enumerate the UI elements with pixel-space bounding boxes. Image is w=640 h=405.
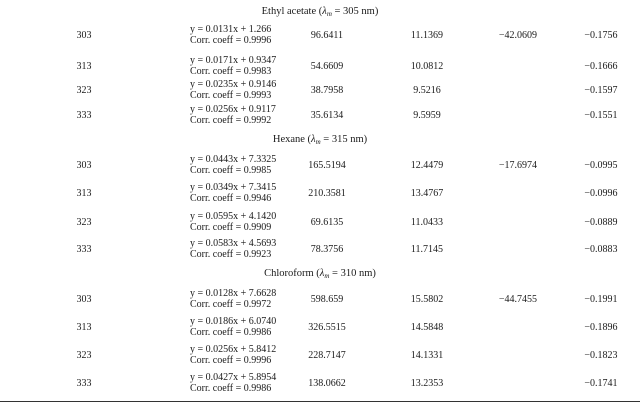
regression-equation: y = 0.0349x + 7.3415	[190, 182, 277, 193]
table-row	[0, 211, 640, 235]
section-heading-solvent: Hexane (	[272, 134, 312, 145]
regression-equation: y = 0.0131x + 1.266	[190, 24, 272, 35]
table-row	[0, 154, 640, 178]
regression-equation-cell	[190, 288, 300, 310]
temperature-cell: 333	[76, 244, 92, 255]
value-cell-b: 13.2353	[410, 378, 444, 389]
table-row	[0, 316, 640, 340]
value-cell-b: 9.5959	[413, 110, 441, 121]
regression-equation-cell	[190, 182, 300, 204]
value-cell-a: 228.7147	[308, 350, 346, 361]
temperature-cell: 303	[76, 30, 92, 41]
regression-equation: y = 0.0256x + 0.9117	[190, 104, 276, 115]
table-row	[0, 24, 640, 48]
value-cell-d: −0.1741	[584, 378, 618, 389]
value-cell-d: −0.0995	[584, 160, 618, 171]
regression-equation: y = 0.0427x + 5.8954	[190, 372, 277, 383]
temperature-cell: 323	[76, 350, 92, 361]
regression-equation: y = 0.0443x + 7.3325	[190, 154, 277, 165]
section-heading-wavelength: = 315 nm)	[320, 134, 368, 145]
section-heading-lambda-sub: m	[326, 10, 332, 18]
value-cell-b: 11.0433	[410, 217, 444, 228]
regression-equation: y = 0.0256x + 5.8412	[190, 344, 277, 355]
table-row	[0, 372, 640, 396]
regression-equation: y = 0.0171x + 0.9347	[190, 55, 277, 66]
table-row	[0, 79, 640, 103]
value-cell-a: 598.659	[310, 294, 344, 305]
value-cell-a: 35.6134	[310, 110, 344, 121]
value-cell-a: 78.3756	[310, 244, 344, 255]
correlation-coefficient: Corr. coeff = 0.9993	[190, 90, 272, 101]
value-cell-a: 69.6135	[310, 217, 344, 228]
table-row	[0, 238, 640, 262]
correlation-coefficient: Corr. coeff = 0.9946	[190, 193, 272, 204]
correlation-coefficient: Corr. coeff = 0.9972	[190, 299, 272, 310]
correlation-coefficient: Corr. coeff = 0.9985	[190, 165, 272, 176]
section-heading-solvent: Ethyl acetate (	[261, 6, 323, 17]
regression-equation: y = 0.0595x + 4.1420	[190, 211, 277, 222]
temperature-cell: 323	[76, 217, 92, 228]
table-row	[0, 344, 640, 368]
regression-equation-cell	[190, 344, 300, 366]
value-cell-a: 326.5515	[308, 322, 346, 333]
regression-equation: y = 0.0128x + 7.6628	[190, 288, 277, 299]
section-heading-wavelength: = 310 nm)	[329, 268, 376, 279]
value-cell-b: 10.0812	[410, 61, 444, 72]
value-cell-a: 54.6609	[310, 61, 344, 72]
temperature-cell: 313	[76, 61, 92, 72]
section-heading-lambda-sub: m	[315, 138, 321, 146]
correlation-coefficient: Corr. coeff = 0.9909	[190, 222, 272, 233]
value-cell-b: 14.1331	[410, 350, 444, 361]
value-cell-b: 15.5802	[410, 294, 444, 305]
regression-equation-cell	[190, 24, 300, 46]
section-heading	[0, 268, 640, 282]
value-cell-b: 12.4479	[410, 160, 444, 171]
regression-equation: y = 0.0583x + 4.5693	[190, 238, 277, 249]
regression-equation: y = 0.0186x + 6.0740	[190, 316, 277, 327]
table-row	[0, 182, 640, 206]
value-cell-a: 96.6411	[310, 30, 344, 41]
value-cell-d: −0.1991	[584, 294, 618, 305]
regression-equation-cell	[190, 104, 300, 126]
regression-equation-cell	[190, 238, 300, 260]
correlation-coefficient: Corr. coeff = 0.9992	[190, 115, 272, 126]
value-cell-b: 11.7145	[410, 244, 444, 255]
temperature-cell: 333	[76, 110, 92, 121]
bottom-rule	[0, 401, 640, 402]
temperature-cell: 303	[76, 160, 92, 171]
value-cell-d: −0.0889	[584, 217, 618, 228]
correlation-coefficient: Corr. coeff = 0.9983	[190, 66, 272, 77]
value-cell-a: 38.7958	[310, 85, 344, 96]
correlation-coefficient: Corr. coeff = 0.9996	[190, 35, 272, 46]
value-cell-d: −0.1597	[584, 85, 618, 96]
value-cell-b: 9.5216	[413, 85, 441, 96]
section-heading-lambda: λ	[322, 6, 327, 17]
regression-equation-cell	[190, 154, 300, 176]
value-cell-d: −0.1896	[584, 322, 618, 333]
section-heading-lambda: λ	[311, 134, 316, 145]
section-heading-lambda-sub: m	[324, 272, 330, 280]
value-cell-d: −0.1756	[584, 30, 618, 41]
correlation-coefficient: Corr. coeff = 0.9986	[190, 383, 272, 394]
table-row	[0, 104, 640, 128]
temperature-cell: 323	[76, 85, 92, 96]
section-heading	[0, 6, 640, 20]
value-cell-c: −44.7455	[498, 294, 538, 305]
value-cell-a: 210.3581	[308, 188, 346, 199]
section-heading-wavelength: = 305 nm)	[331, 6, 379, 17]
section-heading-solvent: Chloroform (	[264, 268, 320, 279]
correlation-coefficient: Corr. coeff = 0.9923	[190, 249, 272, 260]
table-row	[0, 55, 640, 79]
value-cell-d: −0.1666	[584, 61, 618, 72]
section-heading-lambda: λ	[319, 268, 325, 279]
regression-equation-cell	[190, 372, 300, 394]
value-cell-d: −0.1551	[584, 110, 618, 121]
regression-equation-cell	[190, 55, 300, 77]
value-cell-b: 11.1369	[410, 30, 444, 41]
value-cell-a: 138.0662	[308, 378, 346, 389]
correlation-coefficient: Corr. coeff = 0.9986	[190, 327, 272, 338]
value-cell-d: −0.1823	[584, 350, 618, 361]
regression-equation-cell	[190, 316, 300, 338]
regression-equation-cell	[190, 79, 300, 101]
temperature-cell: 313	[76, 188, 92, 199]
value-cell-d: −0.0883	[584, 244, 618, 255]
value-cell-b: 14.5848	[410, 322, 444, 333]
value-cell-c: −17.6974	[498, 160, 538, 171]
temperature-cell: 313	[76, 322, 92, 333]
value-cell-c: −42.0609	[498, 30, 538, 41]
table-row	[0, 288, 640, 312]
correlation-coefficient: Corr. coeff = 0.9996	[190, 355, 272, 366]
section-heading	[0, 134, 640, 148]
temperature-cell: 333	[76, 378, 92, 389]
value-cell-d: −0.0996	[584, 188, 618, 199]
regression-equation-cell	[190, 211, 300, 233]
temperature-cell: 303	[76, 294, 92, 305]
regression-equation: y = 0.0235x + 0.9146	[190, 79, 277, 90]
value-cell-a: 165.5194	[308, 160, 346, 171]
value-cell-b: 13.4767	[410, 188, 444, 199]
